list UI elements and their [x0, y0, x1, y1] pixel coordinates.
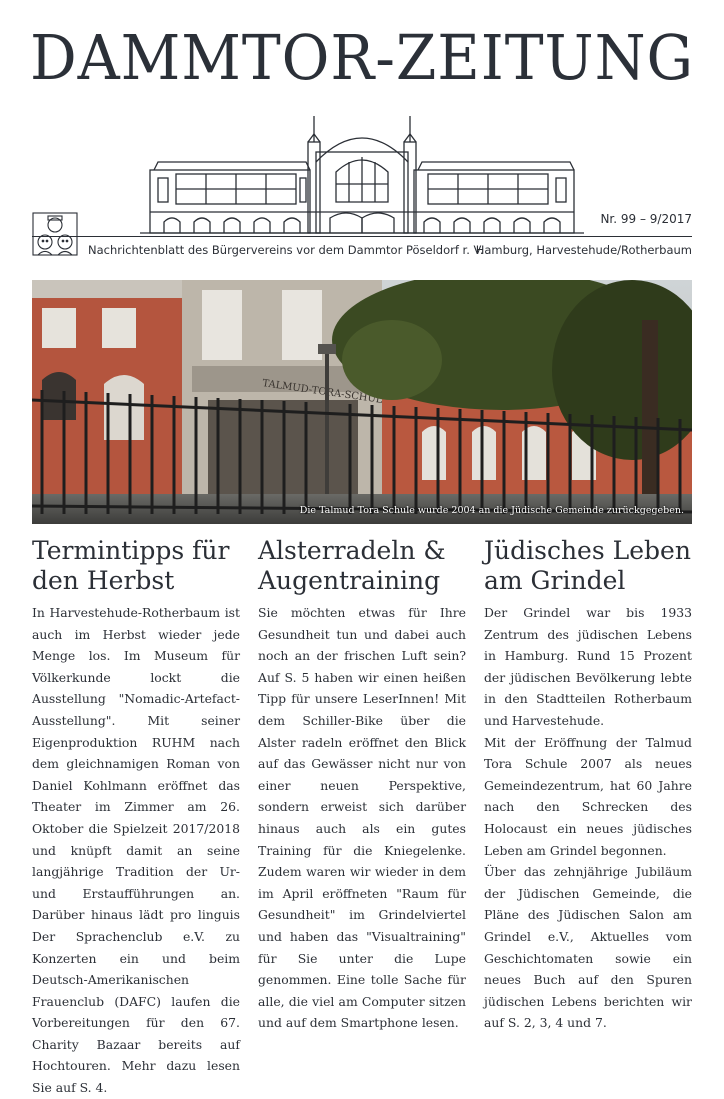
school-building-illustration — [32, 280, 692, 524]
masthead-rule — [32, 236, 692, 237]
issue-number: Nr. 99 – 9/2017 — [600, 212, 692, 226]
association-logo-icon — [32, 212, 78, 256]
article-body: In Harvestehude-Rotherbaum ist auch im Herbst wieder jede Menge los. Im Museum für Völkerkunde lockt die Ausstellung "Nomadic-Artefact-Ausstellung". Mit seiner Eigenproduktion RUHM nach dem gleichnamigen Roman von Daniel Kohlmann eröffnet das Theater im Zimmer am 26. Oktober die Spielzeit 2017/2018 und knüpft damit an seine langjährige Tradition der Ur- und Erstaufführungen an. Darüber hinaus lädt pro linguis Der Sprachenclub e.V. zu Konzerten ein und beim Deutsch-Amerikanischen Frauenclub (DAFC) laufen die Vorbereitungen für den 67. Charity Bazaar bereits auf Hochtouren. Mehr dazu lesen Sie auf S. 4. — [32, 605, 240, 1096]
article-termintipps — [32, 536, 240, 1099]
article-headline: Termintipps für den Herbst — [32, 536, 230, 595]
publisher-tagline: Nachrichtenblatt des Bürgervereins vor dem Dammtor Pöseldorf r. V. — [88, 243, 484, 257]
masthead-title: DAMMTOR-ZEITUNG — [29, 21, 695, 94]
region-tagline: Hamburg, Harvestehude/Rotherbaum — [475, 243, 692, 257]
article-alsterradeln — [258, 536, 466, 1034]
article-headline: Jüdisches Leben am Grindel — [484, 536, 691, 595]
article-body: Der Grindel war bis 1933 Zentrum des jüdischen Lebens in Hamburg. Rund 15 Prozent der jüdischen Bevölkerung lebte in den Stadtteilen Rotherbaum und Harvestehude. Mit der Eröffnung der Talmud Tora Schule 2007 als neues Gemeindezentrum, hat 60 Jahre nach den Schrecken des Holocaust ein neues jüdisches Leben am Grindel begonnen. Über das zehnjährige Jubiläum der Jüdischen Gemeinde, die Pläne des Jüdischen Salon am Grindel e.V., Aktuelles vom Geschichtomaten sowie ein neues Buch auf den Spuren jüdischen Lebens berichten wir auf S. 2, 3, 4 und 7. — [484, 605, 692, 1031]
photo-caption: Die Talmud Tora Schule wurde 2004 an die Jüdische Gemeinde zurückgegeben. — [299, 505, 684, 516]
lead-photo — [32, 280, 692, 524]
article-headline: Alsterradeln & Augentraining — [258, 536, 446, 595]
article-body: Sie möchten etwas für Ihre Gesundheit tun und dabei auch noch an der frischen Luft sein? Auf S. 5 haben wir einen heißen Tipp für unsere LeserInnen! Mit dem Schiller-Bike über die Alster radeln eröffnet den Blick auf das Gewässer nicht nur von einer neuen Perspektive, sondern erweist sich darüber hinaus auch als ein gutes Training für die Kniegelenke. Zudem waren wir wieder in dem im April eröffneten "Raum für Gesundheit" im Grindelviertel und haben das "Visualtraining" für Sie unter die Lupe genommen. Eine tolle Sache für alle, die viel am Computer sitzen und auf dem Smartphone lesen. — [258, 605, 466, 1031]
dammtor-station-illustration — [140, 112, 584, 236]
article-juedisches-leben — [484, 536, 692, 1034]
